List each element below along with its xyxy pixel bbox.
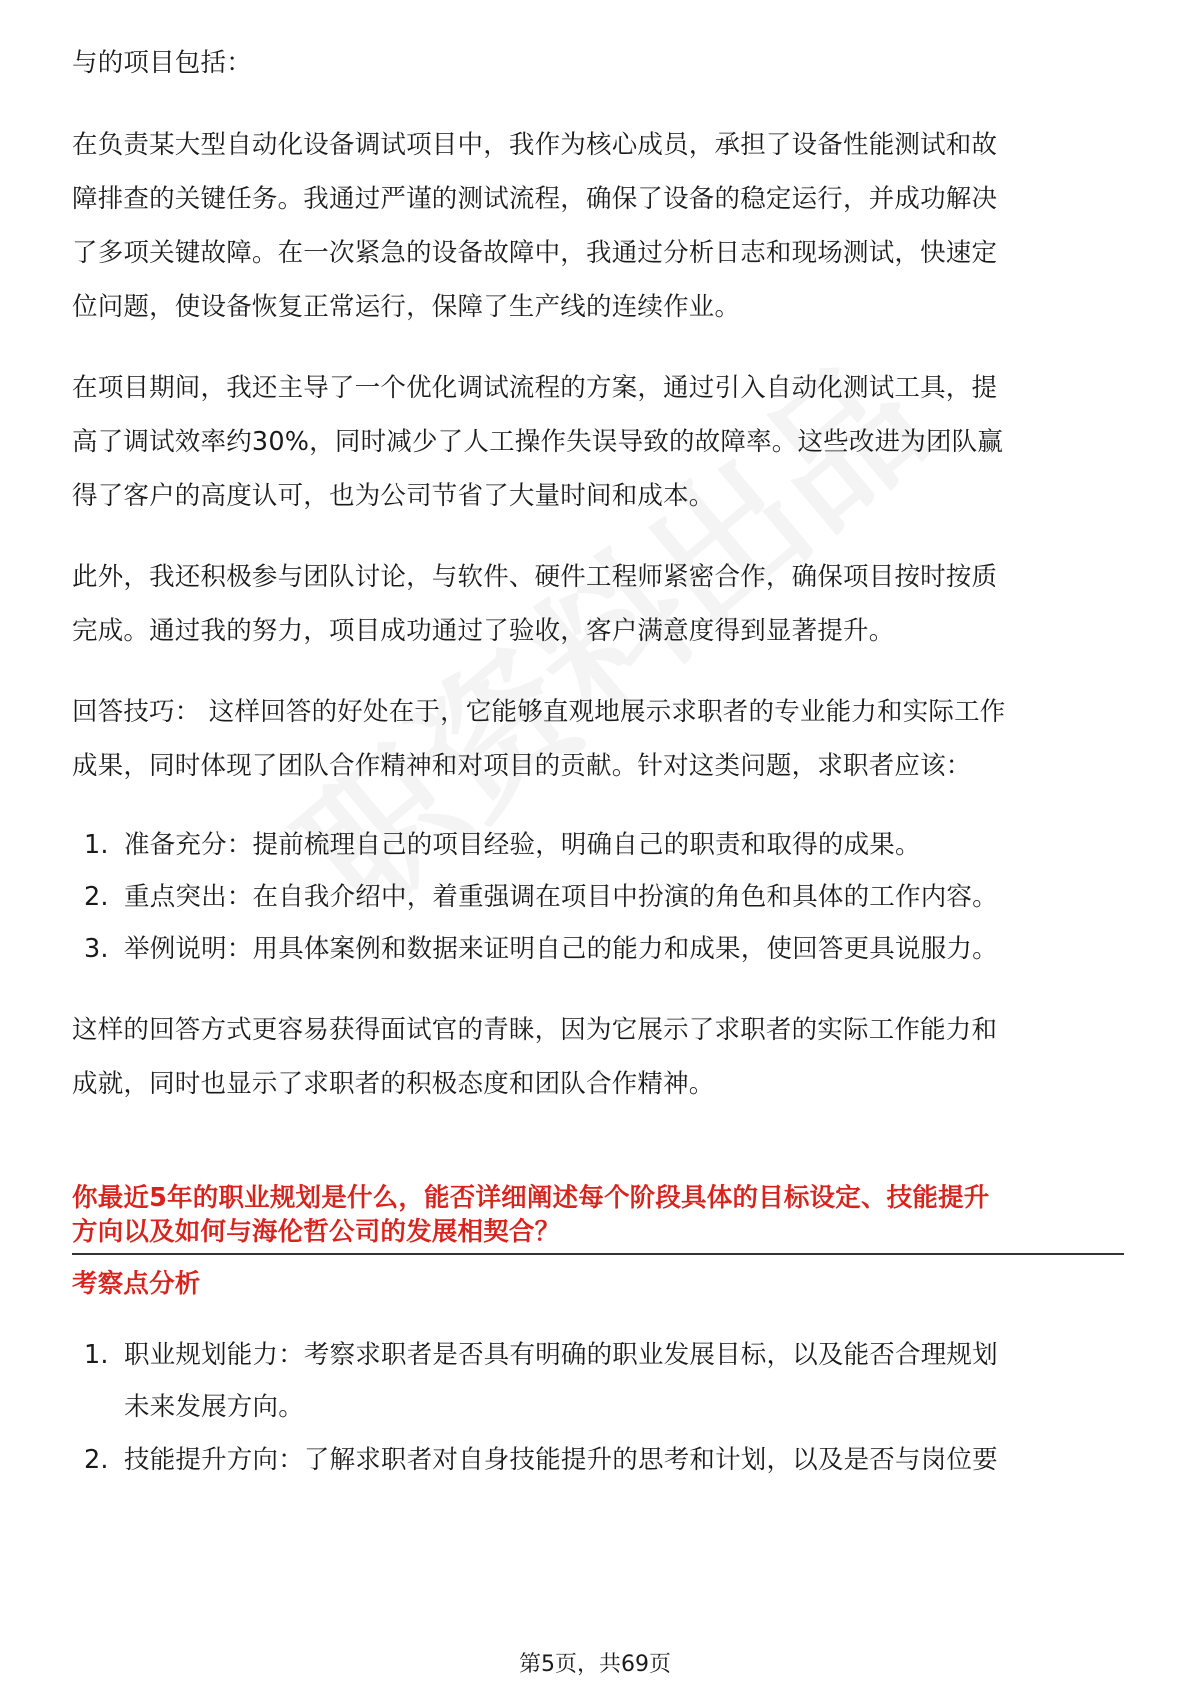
list-text: 准备充分：提前梳理自己的项目经验，明确自己的职责和取得的成果。 <box>124 830 921 860</box>
list-text: 职业规划能力：考察求职者是否具有明确的职业发展目标，以及能否合理规划 <box>124 1340 998 1370</box>
list-number: 2. <box>84 882 109 912</box>
list-number: 2. <box>84 1445 109 1475</box>
list-number: 3. <box>84 934 109 964</box>
page-footer: 第5页，共69页 <box>519 1652 671 1677</box>
tips-line: 回答技巧： 这样回答的好处在于，它能够直观地展示求职者的专业能力和实际工作 <box>72 697 1006 727</box>
question-line: 方向以及如何与海伦哲公司的发展相契合？ <box>72 1217 561 1247</box>
para2-line: 高了调试效率约30%，同时减少了人工操作失误导致的故障率。这些改进为团队赢 <box>72 427 1004 457</box>
question-line: 你最近5年的职业规划是什么，能否详细阐述每个阶段具体的目标设定、技能提升 <box>72 1183 990 1213</box>
list-text: 重点突出：在自我介绍中，着重强调在项目中扮演的角色和具体的工作内容。 <box>124 882 998 912</box>
list-number: 1. <box>84 1340 109 1370</box>
list-number: 1. <box>84 830 109 860</box>
para2-line: 得了客户的高度认可，也为公司节省了大量时间和成本。 <box>72 481 715 511</box>
para1-line: 了多项关键故障。在一次紧急的设备故障中，我通过分析日志和现场测试，快速定 <box>72 238 998 268</box>
list-text: 未来发展方向。 <box>124 1392 304 1422</box>
para1-line: 在负责某大型自动化设备调试项目中，我作为核心成员，承担了设备性能测试和故 <box>72 130 998 160</box>
para1-line: 障排查的关键任务。我通过严谨的测试流程，确保了设备的稳定运行，并成功解决 <box>72 184 998 214</box>
tips-line: 成果，同时体现了团队合作精神和对项目的贡献。针对这类问题，求职者应该： <box>72 751 972 781</box>
section-divider <box>72 1253 1124 1255</box>
conclusion-line: 这样的回答方式更容易获得面试官的青睐，因为它展示了求职者的实际工作能力和 <box>72 1015 998 1045</box>
conclusion-line: 成就，同时也显示了求职者的积极态度和团队合作精神。 <box>72 1069 715 1099</box>
analysis-heading: 考察点分析 <box>72 1269 201 1299</box>
para3-line: 此外，我还积极参与团队讨论，与软件、硬件工程师紧密合作，确保项目按时按质 <box>72 562 998 592</box>
list-text: 举例说明：用具体案例和数据来证明自己的能力和成果，使回答更具说服力。 <box>124 934 998 964</box>
intro-line: 与的项目包括： <box>72 48 252 78</box>
para1-line: 位问题，使设备恢复正常运行，保障了生产线的连续作业。 <box>72 292 741 322</box>
para3-line: 完成。通过我的努力，项目成功通过了验收，客户满意度得到显著提升。 <box>72 616 895 646</box>
para2-line: 在项目期间，我还主导了一个优化调试流程的方案，通过引入自动化测试工具，提 <box>72 373 998 403</box>
list-text: 技能提升方向：了解求职者对自身技能提升的思考和计划，以及是否与岗位要 <box>124 1445 998 1475</box>
